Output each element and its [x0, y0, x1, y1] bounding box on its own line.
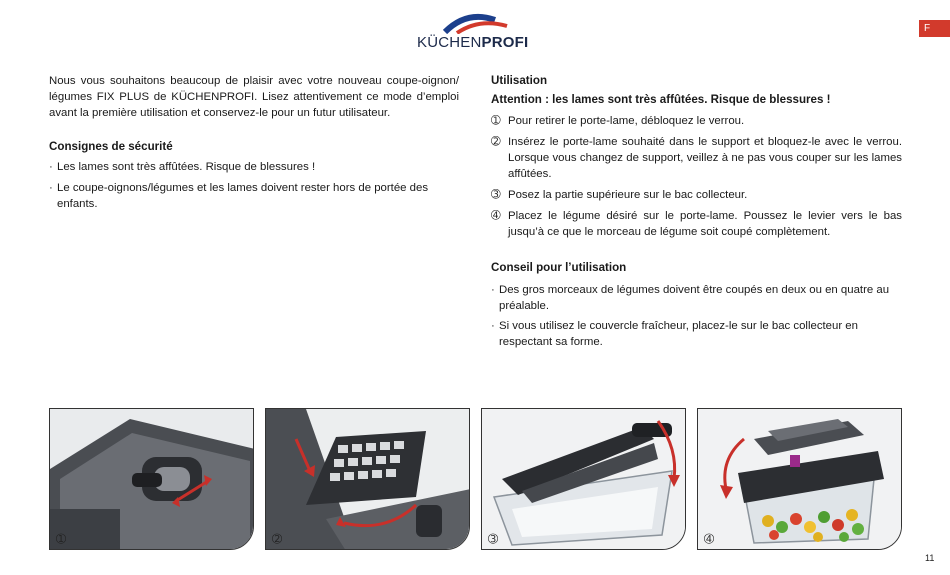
figure-place-top	[481, 408, 686, 550]
figure-number: ➃	[704, 532, 715, 546]
figure-insert-blade-holder	[265, 408, 470, 550]
intro-paragraph: Nous vous souhaitons beaucoup de plaisir avec votre nouveau coupe-oignon/ légumes FIX PLUS de KÜCHENPROFI. Lisez attentivement ce mode d’emploi avant la première utilisation et conservez-le pour un futur utilisateur.	[49, 75, 459, 119]
step-number: ➃	[491, 210, 501, 222]
figure-unlock-latch	[49, 408, 254, 550]
logo-text-light: KÜCHEN	[417, 34, 482, 51]
unlock-latch-photo-icon	[50, 409, 254, 550]
logo-wordmark	[417, 34, 528, 51]
tip-item: · Si vous utilisez le couvercle fraîcheur, placez-le sur le bac collecteur en respectant sa forme.	[491, 318, 902, 350]
logo-swoosh-icon	[443, 12, 509, 34]
tip-heading: Conseil pour l’utilisation	[491, 261, 627, 274]
place-top-on-container-photo-icon	[482, 409, 686, 550]
instruction-step	[491, 134, 902, 182]
instruction-step	[491, 113, 902, 129]
figure-number: ➂	[488, 532, 499, 546]
blade-warning: Attention : les lames sont très affûtées. Risque de blessures !	[491, 93, 831, 106]
instruction-step	[491, 187, 902, 203]
step-text: Pour retirer le porte-lame, débloquez le verrou.	[508, 115, 745, 127]
safety-heading: Consignes de sécurité	[49, 140, 173, 153]
brand-logo	[413, 12, 537, 54]
figure-number: ➁	[272, 532, 283, 546]
figure-press-lever	[697, 408, 902, 550]
step-text: Posez la partie supérieure sur le bac collecteur.	[508, 189, 748, 201]
step-number: ➁	[491, 136, 501, 148]
press-lever-photo-icon	[698, 409, 902, 550]
usage-heading: Utilisation	[491, 74, 548, 87]
page-number: 11	[925, 553, 935, 563]
language-tab: F	[919, 20, 950, 37]
safety-item: · Les lames sont très affûtées. Risque de blessures !	[49, 159, 459, 175]
step-text: Placez le légume désiré sur le porte-lame. Poussez le levier vers le bas jusqu’à ce que le morceau de légume soit coupé complètement.	[508, 210, 902, 238]
tip-item: · Des gros morceaux de légumes doivent être coupés en deux ou en quatre au préalable.	[491, 282, 902, 314]
step-number: ➂	[491, 189, 501, 201]
logo-text-bold: PROFI	[481, 34, 529, 51]
insert-blade-holder-photo-icon	[266, 409, 470, 550]
figure-number: ➀	[56, 532, 67, 546]
right-column	[491, 73, 902, 354]
instruction-step	[491, 208, 902, 240]
left-column	[49, 73, 459, 217]
safety-item: · Le coupe-oignons/légumes et les lames doivent rester hors de portée des enfants.	[49, 180, 459, 212]
step-number: ➀	[491, 115, 501, 127]
step-text: Insérez le porte-lame souhaité dans le support et bloquez-le avec le verrou. Lorsque vous changez de support, veillez à ne pas vous couper sur les lames affûtées.	[508, 136, 902, 180]
